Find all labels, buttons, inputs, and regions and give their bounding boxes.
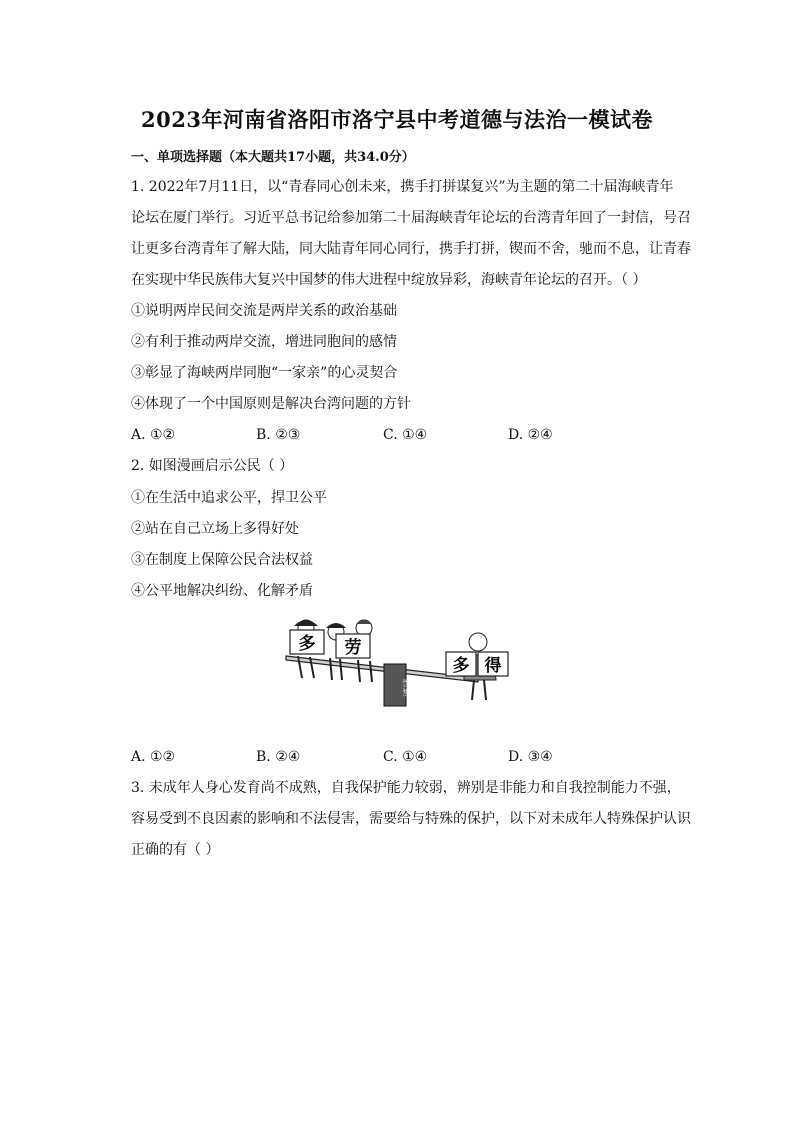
q2-statement-1: ①在生活中追求公平，捍卫公平	[131, 490, 327, 506]
q1-statement-4: ④体现了一个中国原则是解决台湾问题的方针	[131, 396, 411, 412]
q2-option-c[interactable]: C. ①④	[383, 749, 428, 765]
q1-option-d[interactable]: D. ②④	[508, 427, 553, 443]
q1-stem-line-4: 在实现中华民族伟大复兴中国梦的伟大进程中绽放异彩，海峡青年论坛的召开。（ ）	[131, 272, 647, 288]
q1-statement-1: ①说明两岸民间交流是两岸关系的政治基础	[131, 303, 397, 319]
q3-stem-line-2: 容易受到不良因素的影响和不法侵害，需要给与特殊的保护，以下对未成年人特殊保护认识	[131, 811, 691, 827]
section-heading: 一、单项选择题（本大题共17小题，共34.0分）	[131, 150, 415, 165]
q2-option-b[interactable]: B. ②④	[256, 749, 301, 765]
sign-left-1-text: 多	[298, 634, 316, 654]
seesaw-cartoon	[278, 616, 524, 710]
q3-stem-line-1: 3. 未成年人身心发育尚不成熟，自我保护能力较弱，辨别是非能力和自我控制能力不强，	[131, 780, 681, 796]
q2-option-d[interactable]: D. ③④	[508, 749, 553, 765]
q1-stem-line-2: 论坛在厦门举行。习近平总书记给参加第二十届海峡青年论坛的台湾青年回了一封信，号召	[131, 210, 691, 226]
q1-stem-line-1: 1. 2022年7月11日，以“青春同心创未来，携手打拼谋复兴”为主题的第二十届海峡青年	[131, 179, 674, 195]
q2-statement-2: ②站在自己立场上多得好处	[131, 521, 299, 537]
q1-option-a[interactable]: A. ①②	[131, 427, 176, 443]
q2-statement-4: ④公平地解决纠纷、化解矛盾	[131, 583, 313, 599]
q1-option-c[interactable]: C. ①④	[383, 427, 428, 443]
q3-stem-line-3: 正确的有（ ）	[131, 842, 220, 858]
q1-statement-2: ②有利于推动两岸交流，增进同胞间的感情	[131, 334, 397, 350]
q1-option-b[interactable]: B. ②③	[256, 427, 301, 443]
sign-left-2-text: 劳	[344, 638, 362, 658]
sign-right-1-text: 多	[452, 656, 470, 676]
q2-stem: 2. 如图漫画启示公民（ ）	[131, 458, 294, 474]
q1-stem-line-3: 让更多台湾青年了解大陆，同大陆青年同心同行，携手打拼，锲而不舍，驰而不息，让青春	[131, 241, 691, 257]
q1-statement-3: ③彰显了海峡两岸同胞“一家亲”的心灵契合	[131, 365, 398, 381]
sign-right-2-text: 得	[484, 656, 502, 676]
q2-statement-3: ③在制度上保障公民合法权益	[131, 552, 313, 568]
exam-title: 2023年河南省洛阳市洛宁县中考道德与法治一模试卷	[141, 107, 653, 132]
pivot-label: 分配方案	[404, 679, 409, 697]
q2-option-a[interactable]: A. ①②	[131, 749, 176, 765]
